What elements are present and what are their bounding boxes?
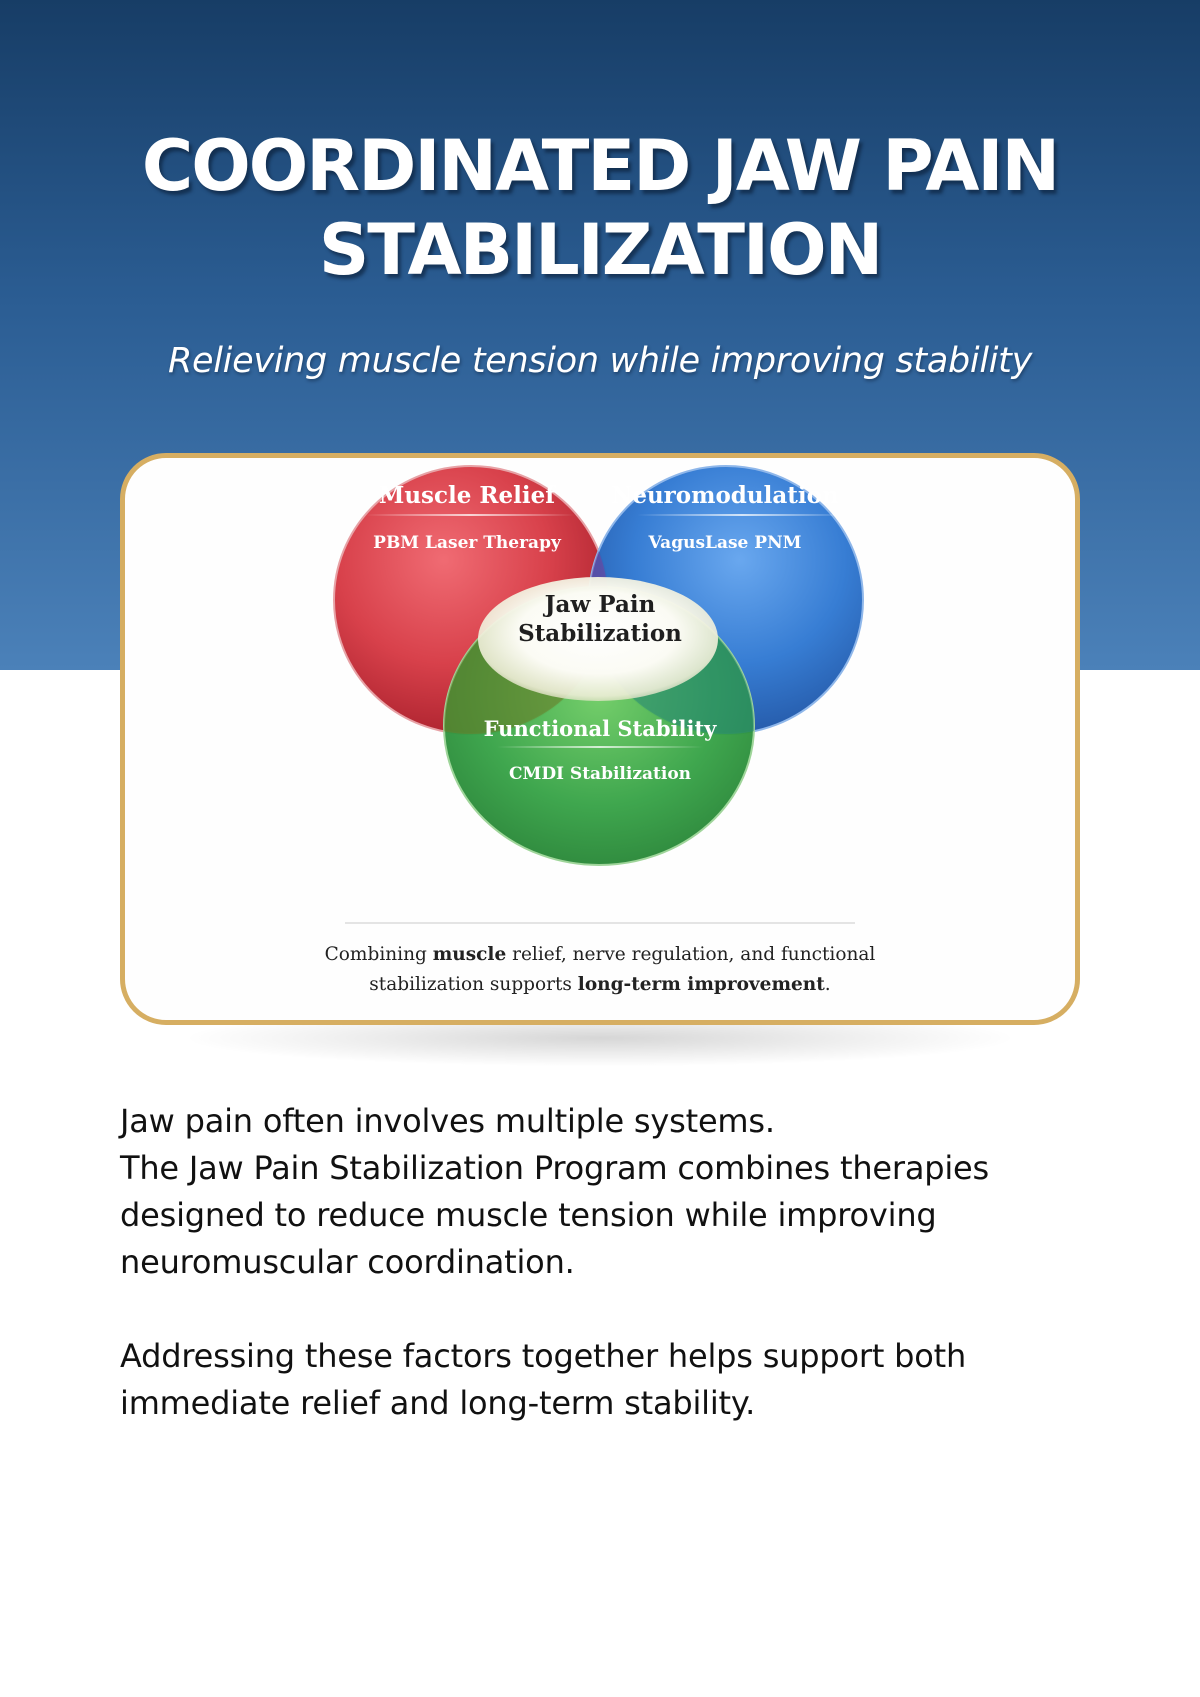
caption-emphasis-long-term: long-term improvement: [577, 974, 825, 995]
functional-stability-subtitle: CMDI Stabilization: [508, 764, 692, 784]
title-line-1: COORDINATED JAW PAIN: [141, 125, 1059, 207]
muscle-relief-subtitle: PBM Laser Therapy: [373, 533, 561, 553]
functional-stability-divider: [497, 746, 703, 748]
body-paragraph-1-detail: The Jaw Pain Stabilization Program combines therapies designed to reduce muscle tension while improving neuromuscular coordination.: [120, 1149, 990, 1281]
venn-diagram: [125, 458, 1075, 1020]
center-label-line-2: Stabilization: [518, 620, 682, 647]
muscle-relief-divider: [365, 514, 575, 516]
page-title: [0, 124, 1200, 292]
center-label-line-1: Jaw Pain: [544, 591, 656, 618]
page-subtitle: Relieving muscle tension while improving stability: [168, 341, 1032, 381]
neuromodulation-divider: [637, 514, 847, 516]
functional-stability-title: Functional Stability: [483, 716, 717, 741]
neuromodulation-title: Neuromodulation: [611, 482, 839, 509]
neuromodulation-subtitle: VagusLase PNM: [648, 533, 802, 553]
body-paragraph-1: [120, 1098, 1080, 1286]
title-line-2: STABILIZATION: [318, 209, 882, 291]
diagram-caption: Combining muscle relief, nerve regulation, and functional stabilization supports long-term improvement.: [324, 944, 876, 995]
diagram-card: [120, 453, 1080, 1025]
body-paragraph-1-lead: Jaw pain often involves multiple systems.: [120, 1102, 775, 1140]
body-paragraph-2: Addressing these factors together helps support both immediate relief and long-term stability.: [120, 1337, 967, 1422]
caption-emphasis-muscle: muscle: [432, 944, 507, 965]
muscle-relief-title: Muscle Relief: [378, 482, 556, 509]
body-copy: [120, 1098, 1080, 1427]
